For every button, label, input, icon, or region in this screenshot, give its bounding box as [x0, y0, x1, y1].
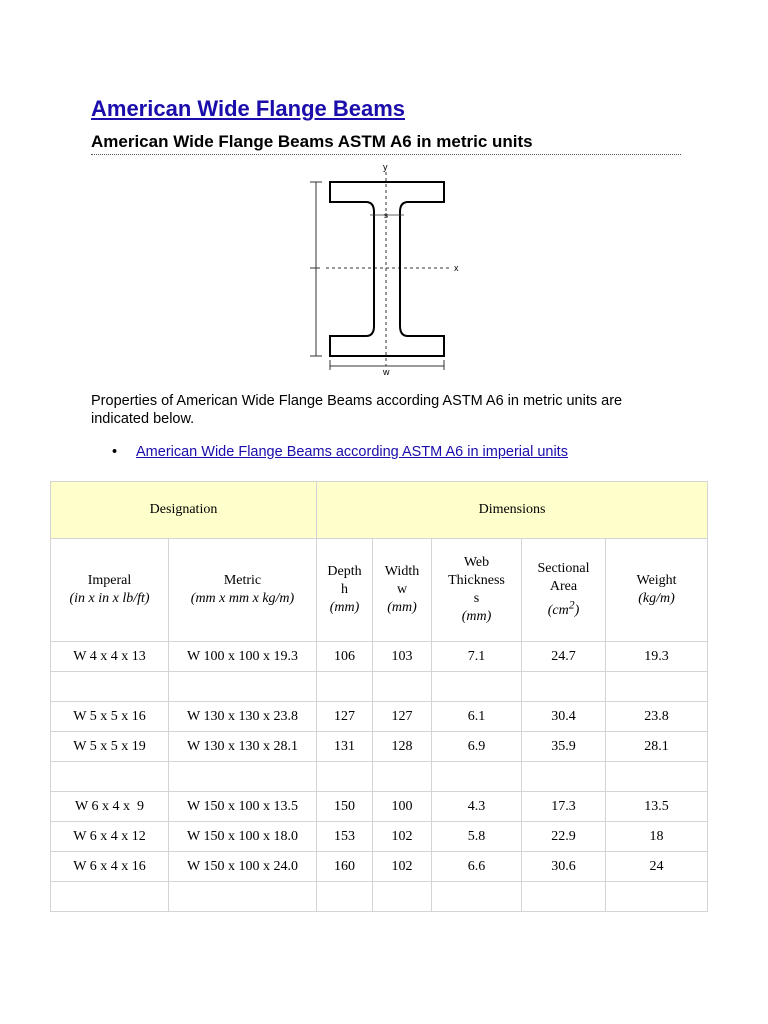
list-item	[112, 444, 568, 460]
table-row-empty	[51, 762, 708, 792]
table-row: W 5 x 5 x 19 W 130 x 130 x 28.1 131 128 6.9 35.9 28.1	[51, 732, 708, 762]
beam-properties-table	[50, 481, 708, 912]
table-row: W 6 x 4 x 12 W 150 x 100 x 18.0 153 102 5.8 22.9 18	[51, 822, 708, 852]
col-metric: Metric (mm x mm x kg/m)	[169, 539, 317, 642]
table-group-header	[51, 482, 708, 539]
table-row: W 4 x 4 x 13 W 100 x 100 x 19.3 106 103 7.1 24.7 19.3	[51, 642, 708, 672]
table-row-empty	[51, 672, 708, 702]
width-w-label: w	[383, 367, 390, 377]
web-s-label: s	[384, 211, 388, 220]
group-designation: Designation	[51, 482, 317, 539]
table-row-empty	[51, 882, 708, 912]
table-column-header	[51, 539, 708, 642]
col-sectional-area: Sectional Area $(cm^2)$	[522, 539, 606, 642]
imperial-units-link[interactable]: American Wide Flange Beams according ASTM A6 in imperial units	[136, 444, 568, 460]
table-row: W 6 x 4 x 9 W 150 x 100 x 13.5 150 100 4.3 17.3 13.5	[51, 792, 708, 822]
axis-x-label: x	[454, 263, 459, 273]
bullet-icon: •	[112, 444, 118, 460]
i-beam-diagram	[300, 160, 470, 382]
col-width: Width w (mm)	[373, 539, 432, 642]
table-row: W 5 x 5 x 16 W 130 x 130 x 23.8 127 127 6.1 30.4 23.8	[51, 702, 708, 732]
col-imperial: Imperal (in x in x lb/ft)	[51, 539, 169, 642]
col-weight: Weight (kg/m)	[606, 539, 708, 642]
intro-text: Properties of American Wide Flange Beams according ASTM A6 in metric units are indicated below.	[91, 393, 623, 427]
axis-y-label: y	[383, 162, 388, 172]
col-web-thickness: Web Thickness s (mm)	[432, 539, 522, 642]
group-dimensions: Dimensions	[317, 482, 708, 539]
table-row: W 6 x 4 x 16 W 150 x 100 x 24.0 160 102 6.6 30.6 24	[51, 852, 708, 882]
link-list	[112, 444, 568, 460]
page-title-link[interactable]: American Wide Flange Beams	[91, 96, 406, 121]
page-subtitle: American Wide Flange Beams ASTM A6 in metric units	[91, 132, 681, 155]
col-depth: Depth h (mm)	[317, 539, 373, 642]
i-beam-section	[330, 182, 444, 356]
